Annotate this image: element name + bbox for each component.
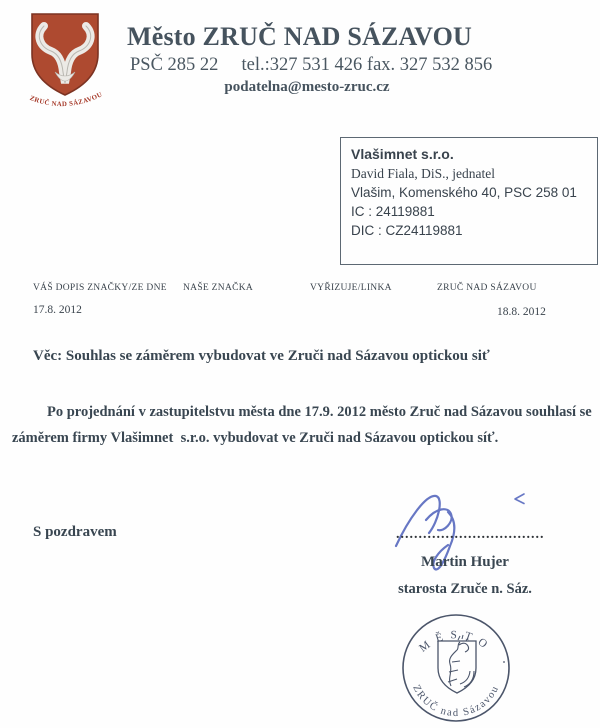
body-line-2: záměrem firmy Vlašimnet s.r.o. vybudovat ve Zruči nad Sázavou optickou síť. <box>12 430 499 446</box>
recipient-street-address: Vlašim, Komenského 40, PSC 258 01 <box>351 185 577 200</box>
letterhead <box>118 22 588 96</box>
municipal-round-stamp <box>396 612 518 726</box>
subject-line: Věc: Souhlas se záměrem vybudovat ve Zruči nad Sázavou optickou siť <box>33 348 490 364</box>
signature-tick-mark <box>515 494 524 504</box>
your-letter-date: 17.8. 2012 <box>33 304 82 316</box>
municipality-title: Město ZRUČ NAD SÁZAVOU <box>127 22 473 51</box>
signer-name: Martin Hujer <box>421 554 509 570</box>
body-line-1: Po projednání v zastupitelstvu města dne 17.9. 2012 město Zruč nad Sázavou souhlasí se <box>47 404 592 420</box>
recipient-company: Vlašimnet s.r.o. <box>351 146 454 162</box>
svg-text:ZRUČ nad Sázavou <box>410 683 501 719</box>
ref-label-place: ZRUČ NAD SÁZAVOU <box>437 283 537 293</box>
stamp-top-text: MĚSTO <box>417 629 495 655</box>
salutation: S pozdravem <box>33 524 117 540</box>
recipient-address-box <box>340 137 598 265</box>
body-paragraph <box>12 399 592 451</box>
stamp-separator-dot <box>503 661 505 663</box>
coat-of-arms-logo <box>24 10 108 110</box>
ref-label-handled-by: VYŘIZUJE/LINKA <box>310 283 392 293</box>
ref-label-your-letter: VÁŠ DOPIS ZNAČKY/ZE DNE <box>33 283 167 293</box>
recipient-contact-person: David Fiala, DiS., jednatel <box>351 166 495 181</box>
postal-phone-line: PSČ 285 22 tel.:327 531 426 fax. 327 532 856 <box>130 55 493 75</box>
shield-icon <box>32 14 98 95</box>
recipient-ic-number: IC : 24119881 <box>351 204 435 219</box>
ref-label-our-ref: NAŠE ZNAČKA <box>183 283 254 293</box>
stamp-bottom-text: ZRUČ nad Sázavou <box>410 683 502 720</box>
signature-dotted-line: ................................. <box>396 527 545 542</box>
email-address: podatelna@mesto-zruc.cz <box>224 79 390 95</box>
recipient-dic-number: DIC : CZ24119881 <box>351 223 463 238</box>
signer-title: starosta Zruče n. Sáz. <box>398 581 532 597</box>
coat-of-arms-caption: ZRUČ NAD SÁZAVOU <box>28 91 104 109</box>
letter-date: 18.8. 2012 <box>497 306 546 318</box>
